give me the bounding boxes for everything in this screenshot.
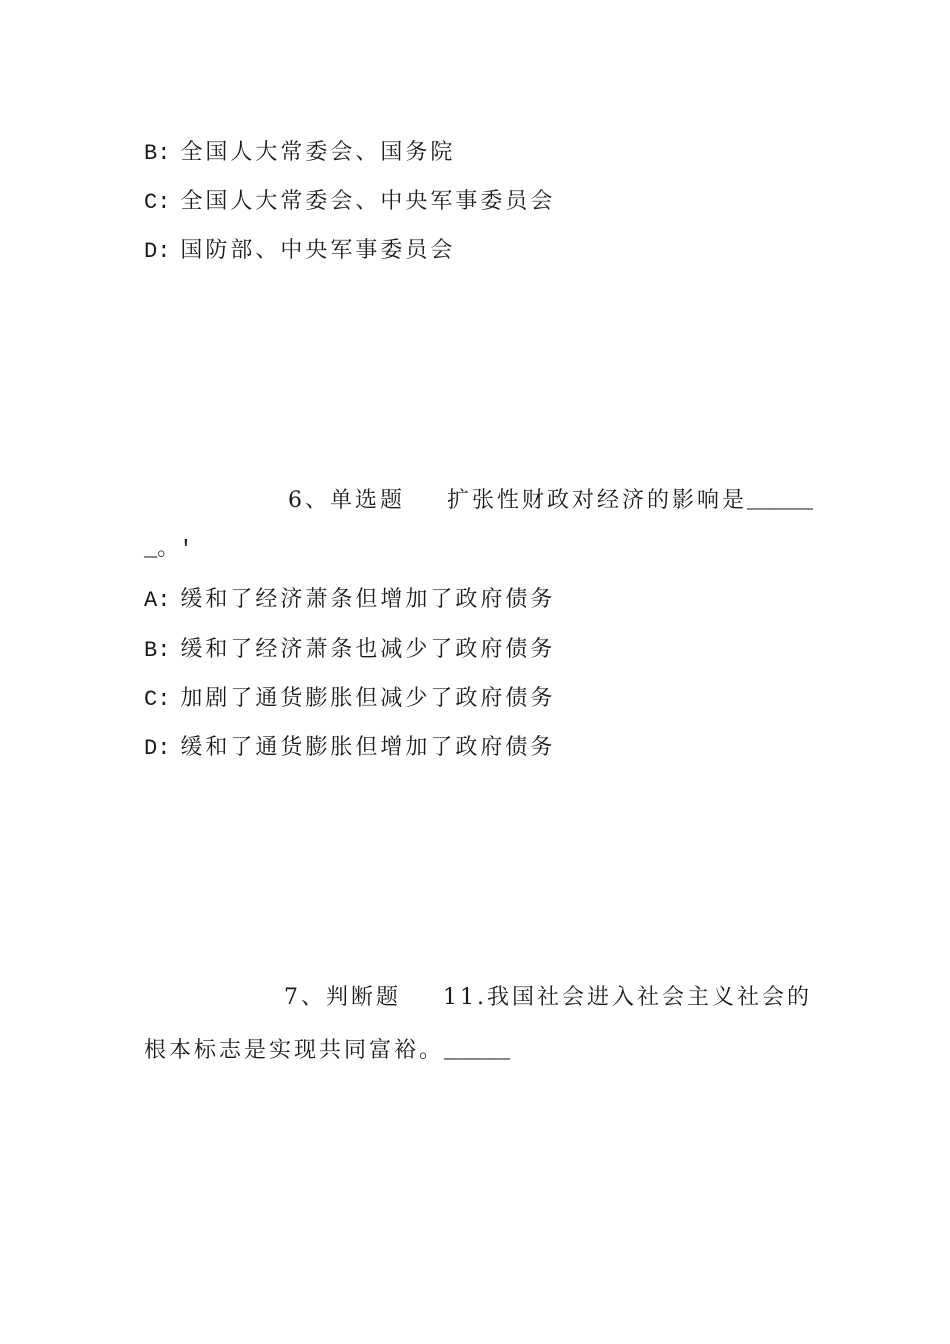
question-stem-continued: 根本标志是实现共同富裕。	[144, 1038, 445, 1063]
question-number: 7、判断题	[284, 985, 401, 1010]
q7-stem-line1	[284, 983, 812, 1013]
q5-option-b	[144, 138, 455, 169]
answer-blank: _____	[444, 1039, 511, 1064]
question-stem-continued: _。'	[144, 537, 193, 562]
q6-stem-line2	[144, 534, 192, 565]
q5-option-d	[144, 236, 455, 267]
q7-stem-line2	[144, 1036, 510, 1067]
question-stem: 11.我国社会进入社会主义社会的	[443, 985, 812, 1010]
q6-stem-line1	[288, 486, 813, 517]
q6-option-c	[144, 684, 555, 715]
option-text: 全国人大常委会、中央军事委员会	[180, 189, 556, 214]
option-letter: B:	[144, 638, 171, 663]
q6-option-b	[144, 635, 555, 666]
option-text: 全国人大常委会、国务院	[180, 140, 456, 165]
option-text: 加剧了通货膨胀但减少了政府债务	[180, 686, 556, 711]
option-letter: A:	[144, 588, 171, 613]
question-number: 6、单选题	[288, 488, 405, 513]
q6-option-d	[144, 733, 555, 764]
option-letter: C:	[144, 190, 171, 215]
option-text: 缓和了通货膨胀但增加了政府债务	[180, 735, 556, 760]
option-letter: C:	[144, 687, 171, 712]
option-letter: B:	[144, 141, 171, 166]
q5-option-c	[144, 187, 555, 218]
option-text: 缓和了经济萧条但增加了政府债务	[180, 587, 556, 612]
q6-option-a	[144, 585, 555, 616]
option-text: 国防部、中央军事委员会	[180, 238, 456, 263]
question-stem: 扩张性财政对经济的影响是	[447, 488, 748, 513]
option-letter: D:	[144, 736, 171, 761]
option-text: 缓和了经济萧条也减少了政府债务	[180, 637, 556, 662]
option-letter: D:	[144, 239, 171, 264]
answer-blank: _____	[747, 489, 814, 514]
